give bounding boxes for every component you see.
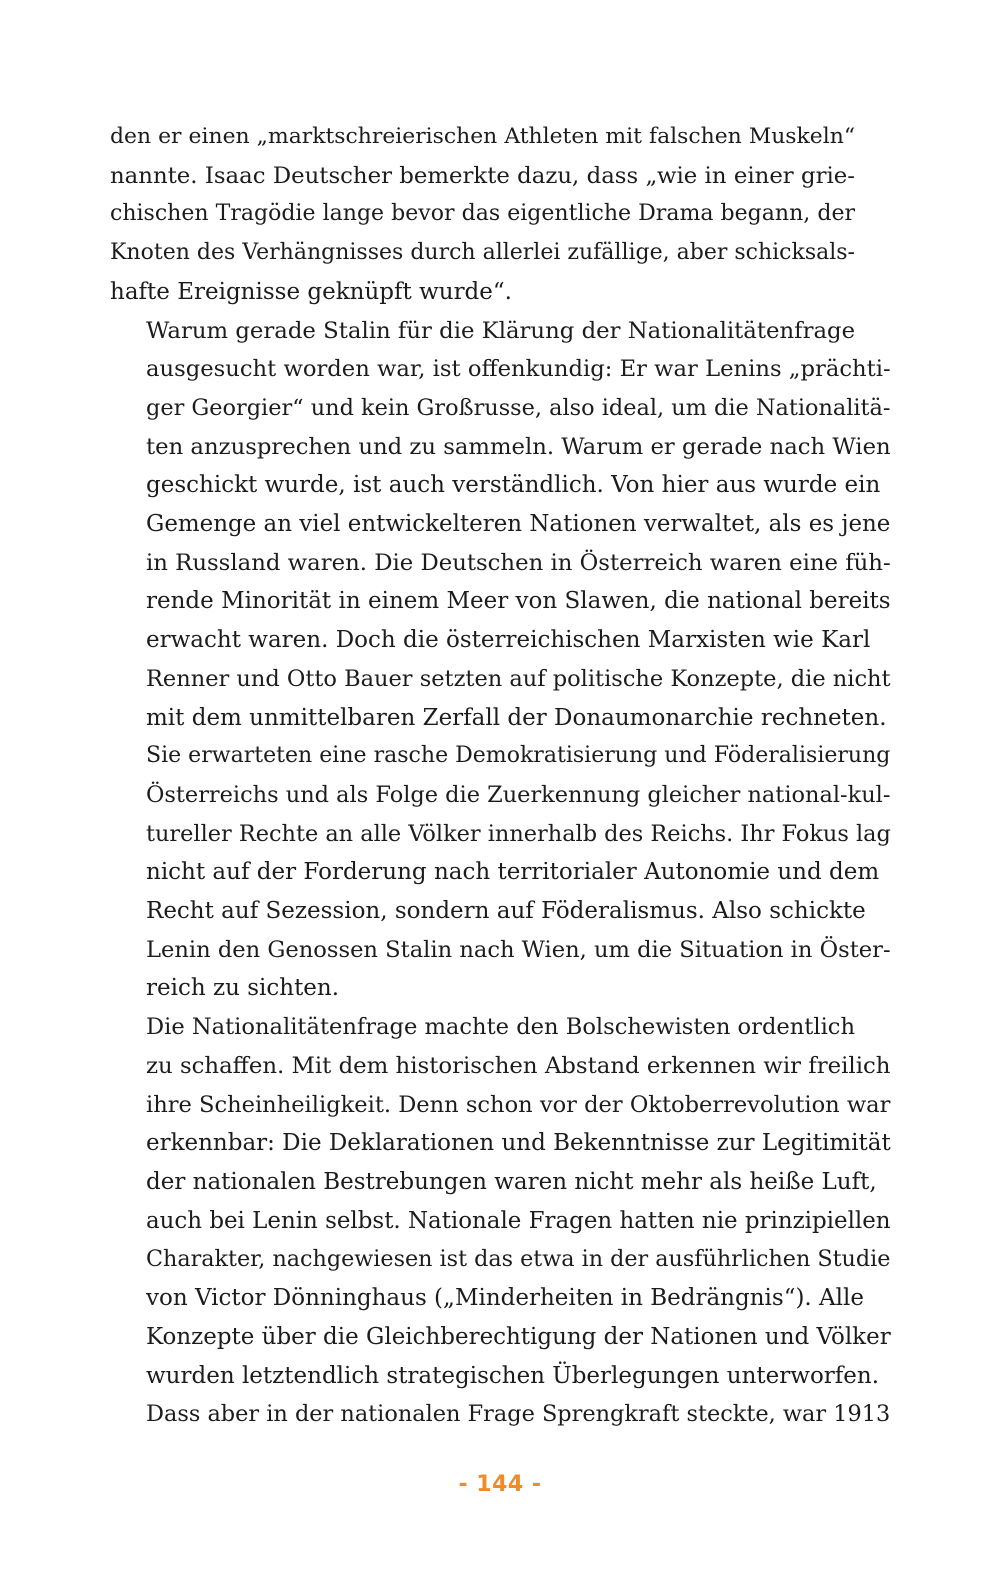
- text-line: Gemenge an viel entwickelteren Nationen verwaltet, als es jene: [146, 511, 891, 538]
- text-line: auch bei Lenin selbst. Nationale Fragen hatten nie prinzipiellen: [146, 1207, 891, 1234]
- text-line: tureller Rechte an alle Völker innerhalb des Reichs. Ihr Fokus lag: [146, 820, 891, 847]
- text-line: Österreichs und als Folge die Zuerkennung gleicher national-kul-: [146, 781, 891, 808]
- text-line: Die Nationalitätenfrage machte den Bolschewisten ordentlich: [146, 1014, 855, 1041]
- text-line: in Russland waren. Die Deutschen in Österreich waren eine füh-: [146, 549, 891, 576]
- text-line: Recht auf Sezession, sondern auf Föderalismus. Also schickte: [146, 898, 866, 925]
- text-line: ten anzusprechen und zu sammeln. Warum er gerade nach Wien: [146, 433, 891, 460]
- text-line: hafte Ereignisse geknüpft wurde“.: [110, 278, 512, 305]
- text-line: Warum gerade Stalin für die Klärung der Nationalitätenfrage: [146, 317, 856, 344]
- paragraph: [110, 312, 891, 1009]
- text-line: ihre Scheinheiligkeit. Denn schon vor der Oktoberrevolution war: [146, 1091, 891, 1118]
- text-line: Dass aber in der nationalen Frage Sprengkraft steckte, war 1913: [146, 1401, 891, 1428]
- text-line: ger Georgier“ und kein Großrusse, also ideal, um die Nationalitä-: [146, 394, 891, 421]
- text-line: der nationalen Bestrebungen waren nicht mehr als heiße Luft,: [146, 1168, 877, 1195]
- text-line: Sie erwarteten eine rasche Demokratisierung und Föderalisierung: [146, 743, 891, 769]
- text-line: den er einen „marktschreierischen Athleten mit falschen Muskeln“: [110, 124, 855, 149]
- text-line: reich zu sichten.: [146, 975, 340, 1002]
- text-line: von Victor Dönninghaus („Minderheiten in Bedrängnis“). Alle: [146, 1285, 864, 1312]
- text-line: erwacht waren. Doch die österreichischen Marxisten wie Karl: [146, 627, 871, 654]
- page-number: - 144 -: [458, 1472, 542, 1497]
- text-line: nicht auf der Forderung nach territorialer Autonomie und dem: [146, 859, 880, 886]
- text-line: rende Minorität in einem Meer von Slawen, die national bereits: [146, 588, 891, 615]
- text-line: mit dem unmittelbaren Zerfall der Donaumonarchie rechneten.: [146, 704, 887, 731]
- text-line: nannte. Isaac Deutscher bemerkte dazu, dass „wie in einer grie-: [110, 162, 855, 189]
- body-text: [110, 118, 891, 1434]
- text-line: ausgesucht worden war, ist offenkundig: Er war Lenins „prächti-: [146, 356, 891, 383]
- text-line: chischen Tragödie lange bevor das eigentliche Drama begann, der: [110, 201, 855, 227]
- text-line: zu schaffen. Mit dem historischen Abstand erkennen wir freilich: [146, 1052, 891, 1079]
- text-line: geschickt wurde, ist auch verständlich. Von hier aus wurde ein: [146, 472, 881, 499]
- paragraph: [110, 1008, 891, 1434]
- text-line: Konzepte über die Gleichberechtigung der Nationen und Völker: [146, 1323, 891, 1350]
- text-line: wurden letztendlich strategischen Überlegungen unterworfen.: [146, 1362, 880, 1389]
- text-line: Charakter, nachgewiesen ist das etwa in der ausführlichen Studie: [146, 1246, 891, 1273]
- paragraph: [110, 118, 855, 312]
- text-line: Renner und Otto Bauer setzten auf politische Konzepte, die nicht: [146, 665, 891, 692]
- text-line: Lenin den Genossen Stalin nach Wien, um die Situation in Öster-: [146, 936, 891, 963]
- text-line: erkennbar: Die Deklarationen und Bekenntnisse zur Legitimität: [146, 1130, 891, 1157]
- text-line: Knoten des Verhängnisses durch allerlei zufällige, aber schicksals-: [110, 240, 855, 266]
